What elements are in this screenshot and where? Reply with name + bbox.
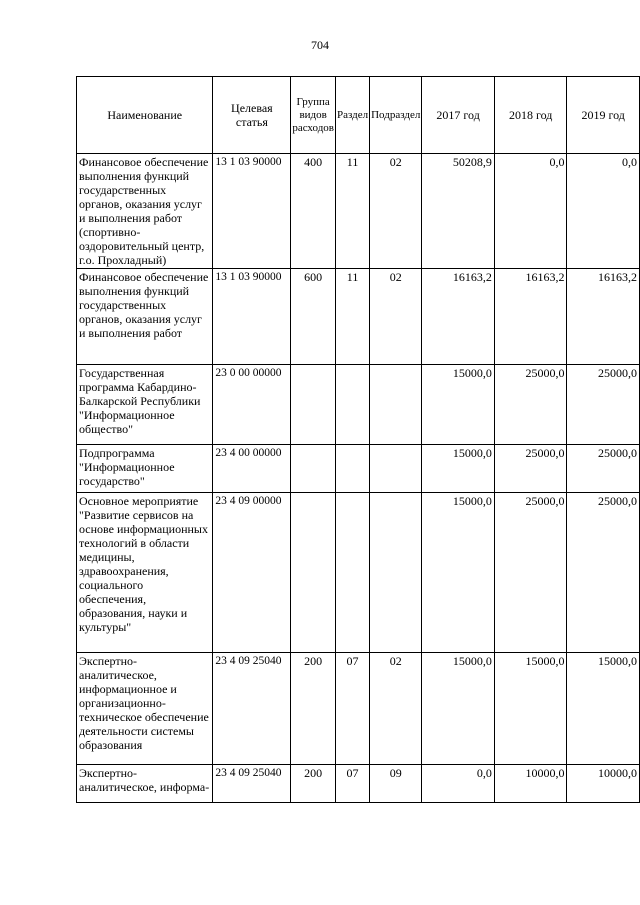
budget-table [76, 76, 640, 803]
row-2019: 25000,0 [567, 493, 640, 653]
row-group: 600 [291, 269, 336, 365]
row-section: 11 [335, 269, 369, 365]
table-row [77, 365, 640, 445]
row-2017: 0,0 [422, 765, 495, 803]
row-2018: 0,0 [494, 154, 567, 269]
row-2017: 15000,0 [422, 653, 495, 765]
row-section: 11 [335, 154, 369, 269]
row-2017: 16163,2 [422, 269, 495, 365]
row-2017: 15000,0 [422, 493, 495, 653]
row-group [291, 365, 336, 445]
page-number: 704 [311, 38, 329, 52]
header-2017: 2017 год [422, 77, 495, 154]
row-name: Экспертно-аналитическое, информа- [77, 765, 213, 803]
row-2019: 10000,0 [567, 765, 640, 803]
row-target: 23 0 00 00000 [213, 365, 291, 445]
table-row [77, 154, 640, 269]
row-target: 23 4 09 25040 [213, 653, 291, 765]
row-subsection: 02 [370, 653, 422, 765]
row-2019: 25000,0 [567, 365, 640, 445]
row-subsection [370, 365, 422, 445]
table-row [77, 493, 640, 653]
row-target: 13 1 03 90000 [213, 269, 291, 365]
row-section [335, 493, 369, 653]
row-name: Государственная программа Кабардино-Балкарской Республики "Информационное общество" [77, 365, 213, 445]
row-2018: 10000,0 [494, 765, 567, 803]
row-section [335, 445, 369, 493]
row-group [291, 445, 336, 493]
row-group: 400 [291, 154, 336, 269]
row-subsection: 02 [370, 269, 422, 365]
row-name: Подпрограмма "Информационное государство" [77, 445, 213, 493]
header-2018: 2018 год [494, 77, 567, 154]
row-2019: 25000,0 [567, 445, 640, 493]
row-section [335, 365, 369, 445]
row-target: 23 4 00 00000 [213, 445, 291, 493]
row-target: 23 4 09 00000 [213, 493, 291, 653]
row-section: 07 [335, 653, 369, 765]
header-row [77, 77, 640, 154]
row-name: Экспертно-аналитическое, информационное и организационно-техническое обеспечение деятельности системы образования [77, 653, 213, 765]
row-target: 13 1 03 90000 [213, 154, 291, 269]
table-row [77, 765, 640, 803]
header-name: Наименование [77, 77, 213, 154]
row-2019: 16163,2 [567, 269, 640, 365]
row-2018: 25000,0 [494, 445, 567, 493]
row-name: Финансовое обеспечение выполнения функций государственных органов, оказания услуг и выполнения работ [77, 269, 213, 365]
row-2017: 50208,9 [422, 154, 495, 269]
row-2017: 15000,0 [422, 365, 495, 445]
header-2019: 2019 год [567, 77, 640, 154]
header-section: Раздел [335, 77, 369, 154]
row-2018: 25000,0 [494, 365, 567, 445]
row-subsection [370, 493, 422, 653]
table-row [77, 269, 640, 365]
row-2018: 15000,0 [494, 653, 567, 765]
row-2019: 15000,0 [567, 653, 640, 765]
row-2018: 25000,0 [494, 493, 567, 653]
row-subsection: 02 [370, 154, 422, 269]
row-group [291, 493, 336, 653]
row-section: 07 [335, 765, 369, 803]
row-2018: 16163,2 [494, 269, 567, 365]
row-group: 200 [291, 653, 336, 765]
row-2019: 0,0 [567, 154, 640, 269]
row-name: Основное мероприятие "Развитие сервисов на основе информационных технологий в области медицины, здравоохранения, социального обеспечения, образования, науки и культуры" [77, 493, 213, 653]
row-name: Финансовое обеспечение выполнения функций государственных органов, оказания услуг и выполнения работ (спортивно-оздоровительный центр, г.о. Прохладный) [77, 154, 213, 269]
row-group: 200 [291, 765, 336, 803]
row-subsection: 09 [370, 765, 422, 803]
row-subsection [370, 445, 422, 493]
row-target: 23 4 09 25040 [213, 765, 291, 803]
header-target: Целевая статья [213, 77, 291, 154]
header-group: Группа видов расходов [291, 77, 336, 154]
table-row [77, 445, 640, 493]
table-row [77, 653, 640, 765]
header-subsection: Подраздел [370, 77, 422, 154]
row-2017: 15000,0 [422, 445, 495, 493]
